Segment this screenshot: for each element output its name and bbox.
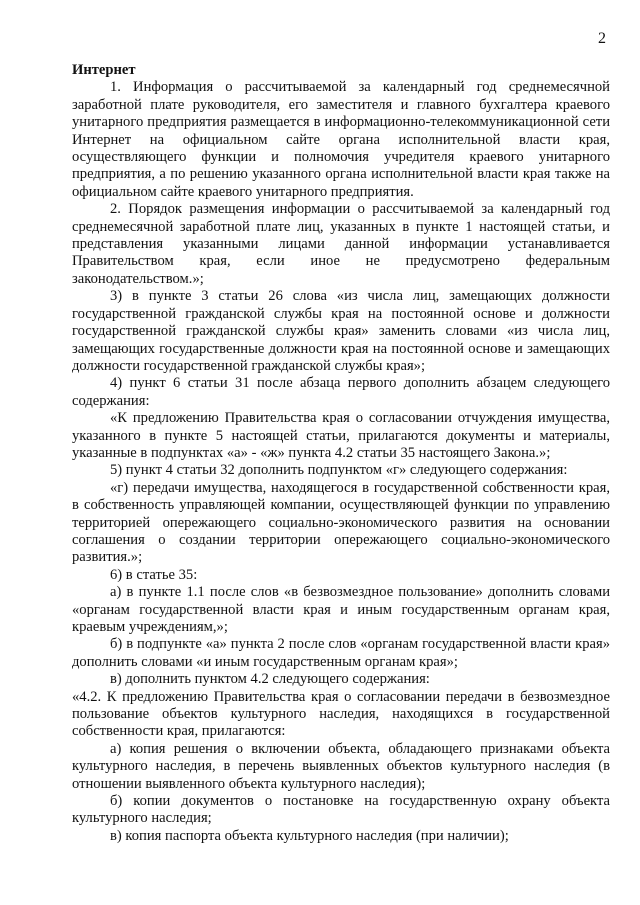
paragraph-12: «4.2. К предложению Правительства края о согласовании передачи в безвозмездное пользование объектов культурного наследия, находящихся в государственной собственности края, прилагаются: [72, 688, 610, 740]
paragraph-4: 4) пункт 6 статьи 31 после абзаца первого дополнить абзацем следующего содержания: [72, 375, 610, 409]
paragraph-9: а) в пункте 1.1 после слов «в безвозмездное пользование» дополнить словами «органам государственной власти края и иным государственным органам края, краевым учреждениям,»; [72, 584, 610, 635]
paragraph-2: 2. Порядок размещения информации о рассчитываемой за календарный год среднемесячной заработной плате лиц, указанных в пункте 1 настоящей статьи, и представления указанными лицами данной информации устанавливается Правительством края, если иное не предусмотрено федеральным законодательством.»; [72, 201, 610, 287]
paragraph-5: «К предложению Правительства края о согласовании отчуждения имущества, указанного в пункте 5 настоящей статьи, прилагаются документы и материалы, указанные в подпунктах «а» - «ж» пункта 4.2 статьи 35 настоящего Закона.»; [72, 410, 610, 461]
section-heading: Интернет [72, 62, 136, 78]
paragraph-15: в) копия паспорта объекта культурного наследия (при наличии); [110, 827, 509, 844]
paragraph-13: а) копия решения о включении объекта, обладающего признаками объекта культурного наследия, в перечень выявленных объектов культурного наследия (в отношении выявленного объекта культурного наследия); [72, 740, 610, 792]
paragraph-14: б) копии документов о постановке на государственную охрану объекта культурного наследия; [72, 793, 610, 827]
document-body [72, 62, 610, 845]
paragraph-10: б) в подпункте «а» пункта 2 после слов «органам государственной власти края» дополнить словами «и иным государственным органам края»; [72, 636, 610, 670]
paragraph-1: 1. Информация о рассчитываемой за календарный год среднемесячной заработной плате руководителя, его заместителя и главного бухгалтера краевого унитарного предприятия размещается в информационно-телекоммуникационной сети Интернет на официальном сайте органа исполнительной власти края, осуществляющего функции и полномочия учредителя краевого унитарного предприятия, а по решению указанного органа исполнительной власти края также на официальном сайте краевого унитарного предприятия. [72, 79, 610, 200]
paragraph-7: «г) передачи имущества, находящегося в государственной собственности края, в собственность управляющей компании, осуществляющей функции по управлению территорией опережающего социально-экономического развития на основании соглашения о создании территории опережающего социально-экономического развития.»; [72, 479, 610, 566]
paragraph-11: в) дополнить пунктом 4.2 следующего содержания: [110, 671, 430, 688]
paragraph-3: 3) в пункте 3 статьи 26 слова «из числа лиц, замещающих должности государственной гражданской службы края на постоянной основе и должности государственной гражданской службы края» заменить словами «из числа лиц, замещающих государственные должности края на постоянной основе и замещающих должности государственной гражданской службы края»; [72, 288, 610, 374]
page-number: 2 [598, 30, 606, 47]
paragraph-6: 5) пункт 4 статьи 32 дополнить подпунктом «г» следующего содержания: [110, 462, 568, 479]
paragraph-8: 6) в статье 35: [110, 566, 198, 583]
